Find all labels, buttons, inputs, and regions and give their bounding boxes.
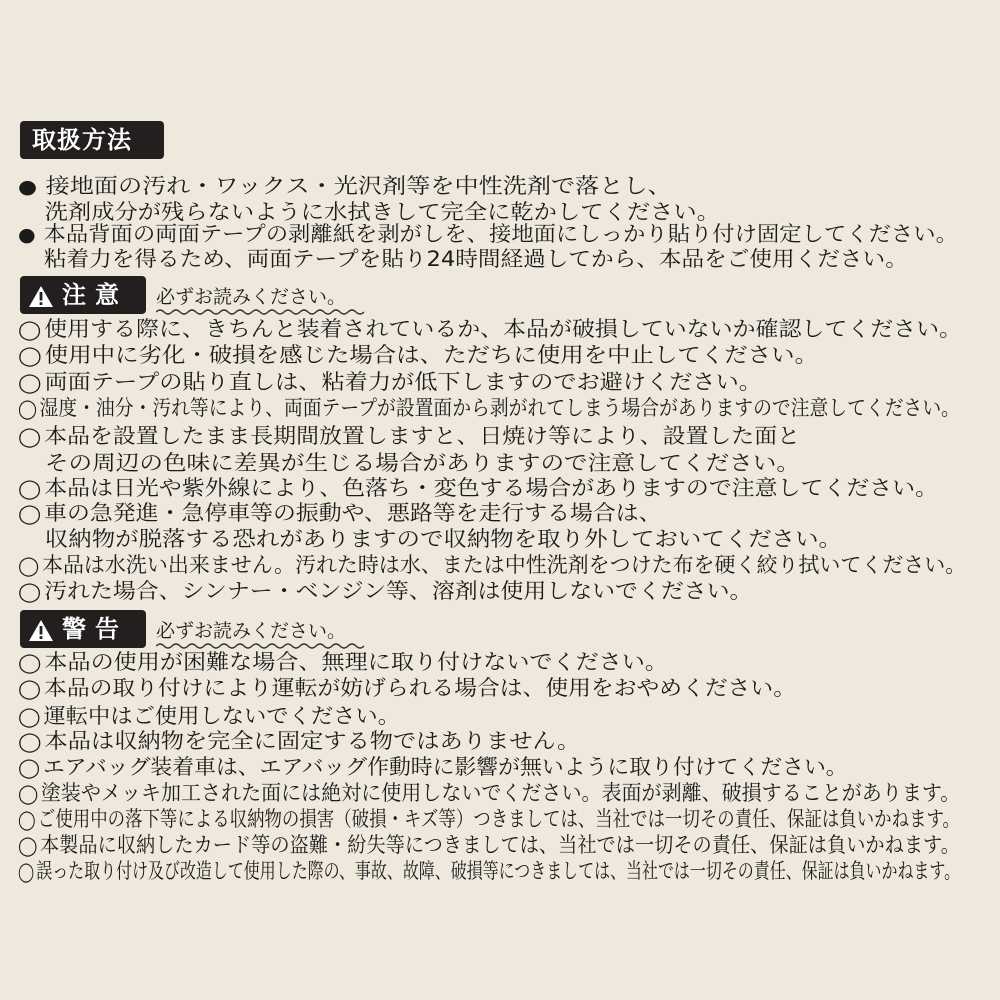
caution-item-line: [18, 450, 800, 476]
warning-item-text: ご使用中の落下等による収納物の損害（破損・キズ等）つきましては、当社では一切その責任、保証は負いかねます。: [37, 807, 960, 831]
warning-item-text: 誤った取り付け及び改造して使用した際の、事故、故障、破損等につきましては、当社では一切その責任、保証は負いかねます。: [36, 859, 961, 883]
handling-item-line: [18, 221, 958, 247]
caution-heading-box: [20, 276, 146, 314]
caution-item-text: 収納物が脱落する恐れがありますので収納物を取り外しておいてください。: [44, 527, 842, 551]
caution-item-line: [18, 369, 762, 395]
caution-item-text: 本品は水洗い出来ません。汚れた時は水、または中性洗剤をつけた布を硬く絞り拭いてください。: [41, 553, 967, 577]
warning-item-line: [18, 754, 848, 780]
bullet-dot-icon: ●: [18, 176, 38, 198]
handling-item-line: [18, 173, 672, 199]
bullet-circle-icon: ◯: [18, 757, 41, 779]
caution-item-line: [18, 423, 800, 449]
warning-heading: 警告: [62, 615, 128, 643]
bullet-circle-icon: ◯: [18, 478, 42, 500]
warning-item-text: 本品の取り付けにより運転が妨げられる場合は、使用をおやめください。: [44, 676, 796, 700]
bullet-circle-icon: ◯: [18, 835, 38, 857]
warning-item-line: [18, 858, 960, 884]
caution-item-text: 使用する際に、きちんと装着されているか、本品が破損していないか確認してください。: [44, 317, 962, 341]
caution-item-line: [18, 578, 752, 604]
handling-item-text: 接地面の汚れ・ワックス・光沢剤等を中性洗剤で落とし、: [45, 174, 672, 198]
bullet-circle-icon: ◯: [18, 426, 42, 448]
bullet-circle-icon: ◯: [18, 345, 42, 367]
bullet-circle-icon: ◯: [18, 581, 42, 603]
bullet-circle-icon: ◯: [18, 861, 35, 883]
warning-item-text: 本品は収納物を完全に固定する物ではありません。: [44, 729, 581, 753]
bullet-circle-icon: ◯: [18, 319, 42, 341]
bullet-dot-icon: ●: [18, 224, 36, 246]
caution-item-text: 車の急発進・急停車等の振動や、悪路等を走行する場合は、: [44, 501, 662, 525]
handling-item-text: 粘着力を得るため、両面テープを貼り24時間経過してから、本品をご使用ください。: [43, 247, 908, 271]
warning-item-line: [18, 806, 960, 832]
caution-item-text: 両面テープの貼り直しは、粘着力が低下しますのでお避けください。: [44, 370, 762, 394]
handling-item-text: 本品背面の両面テープの剥離紙を剥がしを、接地面にしっかり貼り付け固定してください。: [43, 222, 958, 246]
bullet-circle-icon: ◯: [18, 783, 39, 805]
caution-item-line: [18, 475, 938, 501]
bullet-circle-icon: ◯: [18, 706, 41, 728]
caution-item-line: [18, 316, 962, 342]
warning-item-text: 運転中はご使用しないでください。: [43, 704, 400, 728]
bullet-circle-icon: ◯: [18, 555, 40, 577]
warning-item-line: [18, 675, 796, 701]
warning-triangle-icon: [28, 285, 54, 308]
warning-note-text: 必ずお読みください。: [156, 620, 347, 642]
handling-item-text: 洗剤成分が残らないように水拭きして完全に乾かしてください。: [44, 200, 721, 224]
bullet-circle-icon: ◯: [18, 652, 42, 674]
warning-item-line: [18, 832, 960, 858]
caution-item-text: 汚れた場合、シンナー・ベンジン等、溶剤は使用しないでください。: [44, 579, 753, 603]
caution-item-text: 湿度・油分・汚れ等により、両面テープが設置面から剥がれてしまう場合がありますので注意してください。: [39, 396, 960, 420]
caution-heading: 注意: [62, 281, 128, 309]
handling-item-line: [18, 246, 908, 272]
warning-item-line: [18, 649, 668, 675]
warning-item-text: 塗装やメッキ加工された面には絶対に使用しないでください。表面が剥離、破損することがあります。: [40, 781, 961, 805]
warning-item-text: エアバッグ装着車は、エアバッグ作動時に影響が無いように取り付けてください。: [42, 755, 848, 779]
caution-item-line: [18, 552, 966, 578]
caution-item-line: [18, 342, 818, 368]
wavy-underline: [156, 308, 368, 316]
caution-item-line: [18, 500, 662, 526]
bullet-circle-icon: ◯: [18, 398, 38, 420]
warning-item-text: 本製品に収納したカード等の盗難・紛失等につきましては、当社では一切その責任、保証は負いかねます。: [39, 833, 960, 857]
bullet-circle-icon: ◯: [18, 503, 42, 525]
warning-item-line: [18, 703, 400, 729]
bullet-circle-icon: ◯: [18, 678, 42, 700]
warning-item-line: [18, 780, 960, 806]
caution-must-read-note: [156, 282, 346, 312]
caution-item-line: [18, 395, 960, 421]
bullet-circle-icon: ◯: [18, 731, 42, 753]
bullet-circle-icon: ◯: [18, 372, 42, 394]
caution-note-text: 必ずお読みください。: [156, 286, 347, 308]
warning-item-line: [18, 728, 580, 754]
caution-item-text: 使用中に劣化・破損を感じた場合は、ただちに使用を中止してください。: [44, 343, 818, 367]
caution-item-line: [18, 526, 842, 552]
caution-item-text: その周辺の色味に差異が生じる場合がありますので注意してください。: [44, 451, 800, 475]
warning-item-text: 本品の使用が困難な場合、無理に取り付けないでください。: [44, 650, 669, 674]
bullet-circle-icon: ◯: [18, 809, 36, 831]
warning-triangle-icon: [28, 619, 54, 642]
warning-must-read-note: [156, 616, 346, 646]
handling-heading: 取扱方法: [20, 121, 164, 159]
caution-item-text: 本品を設置したまま長期間放置しますと、日焼け等により、設置した面と: [44, 424, 801, 448]
warning-heading-box: [20, 610, 146, 648]
caution-item-text: 本品は日光や紫外線により、色落ち・変色する場合がありますので注意してください。: [44, 476, 939, 500]
